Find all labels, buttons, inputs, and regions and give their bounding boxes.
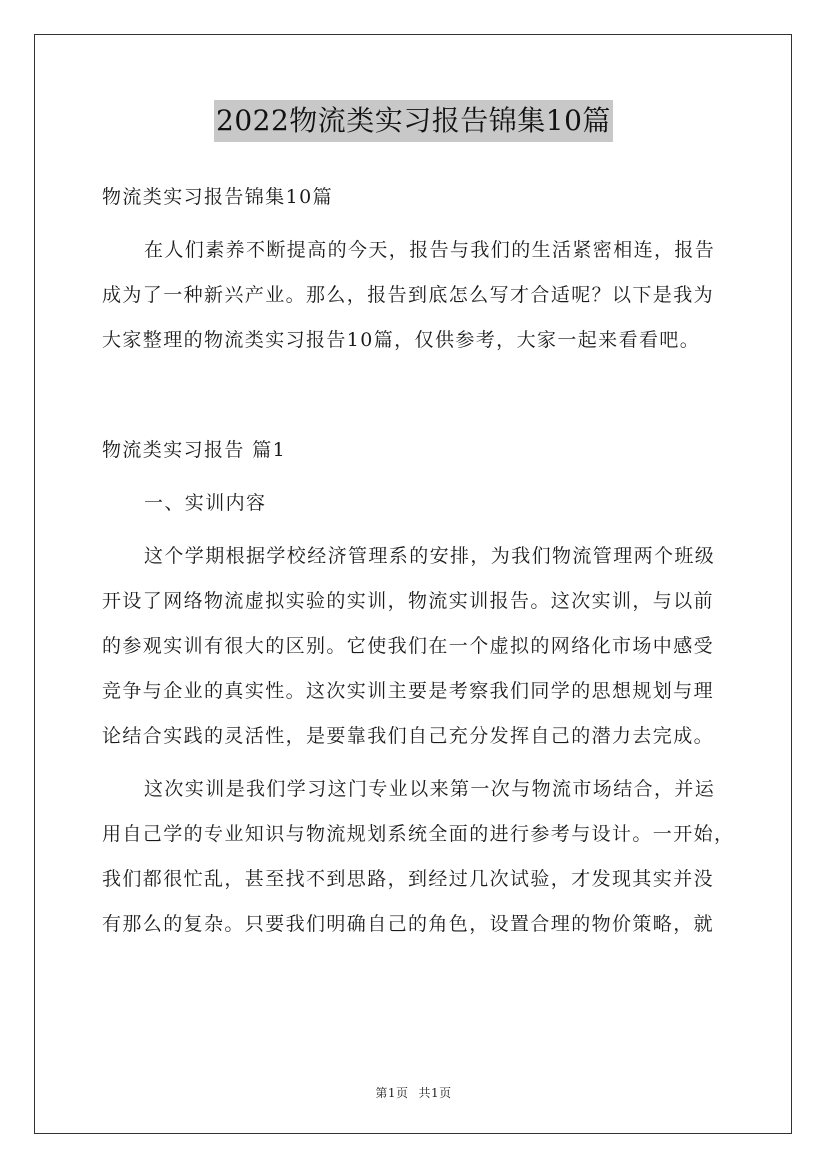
- paragraph2-line: 有那么的复杂。只要我们明确自己的角色，设置合理的物价策略，就: [102, 913, 715, 935]
- paragraph2-line: 这次实训是我们学习这门专业以来第一次与物流市场结合，并运: [144, 778, 716, 800]
- document-title: 2022物流类实习报告锦集10篇: [214, 100, 613, 142]
- document-subtitle: 物流类实习报告锦集10篇: [102, 186, 333, 208]
- paragraph1-line: 这个学期根据学校经济管理系的安排，为我们物流管理两个班级: [144, 545, 716, 567]
- intro-line: 成为了一种新兴产业。那么，报告到底怎么写才合适呢？以下是我为: [102, 284, 715, 306]
- section-subheading: 一、实训内容: [144, 492, 267, 514]
- title-area: [0, 100, 827, 142]
- paragraph2-line: 用自己学的专业知识与物流规划系统全面的进行参考与设计。一开始，: [102, 823, 735, 845]
- intro-line: 大家整理的物流类实习报告10篇，仅供参考，大家一起来看看吧。: [102, 329, 701, 351]
- page-number: 第1页: [375, 1086, 409, 1100]
- page-footer: [0, 1084, 827, 1101]
- paragraph1-line: 的参观实训有很大的区别。它使我们在一个虚拟的网络化市场中感受: [102, 635, 715, 657]
- paragraph1-line: 竞争与企业的真实性。这次实训主要是考察我们同学的思想规划与理: [102, 680, 715, 702]
- paragraph1-line: 开设了网络物流虚拟实验的实训，物流实训报告。这次实训，与以前: [102, 590, 715, 612]
- section-heading: 物流类实习报告 篇1: [102, 439, 287, 461]
- document-body: [102, 175, 735, 947]
- intro-line: 在人们素养不断提高的今天，报告与我们的生活紧密相连，报告: [144, 239, 716, 261]
- paragraph1-line: 论结合实践的灵活性，是要靠我们自己充分发挥自己的潜力去完成。: [102, 725, 715, 747]
- page-total: 共1页: [418, 1086, 452, 1100]
- paragraph2-line: 我们都很忙乱，甚至找不到思路，到经过几次试验，才发现其实并没: [102, 868, 715, 890]
